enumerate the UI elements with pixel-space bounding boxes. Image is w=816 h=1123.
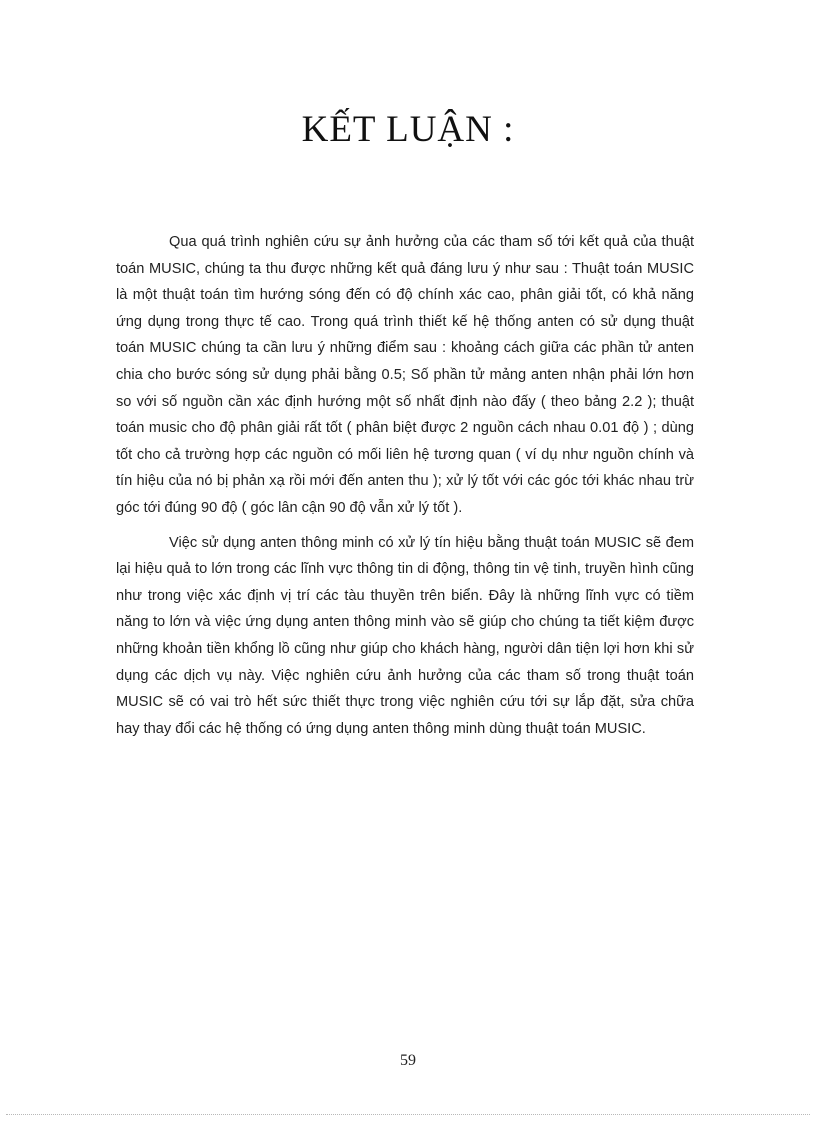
paragraph-conclusion-findings: Qua quá trình nghiên cứu sự ảnh hưởng của các tham số tới kết quả của thuật toán MUSIC, chúng ta thu được những kết quả đáng lưu ý như sau : Thuật toán MUSIC là một thuật toán tìm hướng sóng đến có độ chính xác cao, phân giải tốt, có khả năng ứng dụng trong thực tế cao. Trong quá trình thiết kế hệ thống anten có sử dụng thuật toán MUSIC chúng ta cần lưu ý những điểm sau : khoảng cách giữa các phần tử anten chia cho bước sóng sử dụng phải bằng 0.5; Số phần tử mảng anten nhận phải lớn hơn so với số nguồn cần xác định hướng một số nhất định nào đấy ( theo bảng 2.2 ); thuật toán music cho độ phân giải rất tốt ( phân biệt được 2 nguồn cách nhau 0.01 độ ) ; dùng tốt cho cả trường hợp các nguồn có mối liên hệ tương quan ( ví dụ như nguồn chính và tín hiệu của nó bị phản xạ rồi mới đến anten thu ); xử lý tốt với các góc tới khác nhau trừ góc tới đúng 90 độ ( góc lân cận 90 độ vẫn xử lý tốt ). [116, 234, 694, 516]
body-text [116, 229, 694, 750]
page-title: KẾT LUẬN : [301, 109, 515, 150]
page-number: 59 [400, 1052, 416, 1069]
page-bottom-edge [6, 1114, 810, 1115]
paragraph-conclusion-applications: Việc sử dụng anten thông minh có xử lý tín hiệu bằng thuật toán MUSIC sẽ đem lại hiệu quả to lớn trong các lĩnh vực thông tin di động, thông tin vệ tinh, truyền hình cũng như trong việc xác định vị trí các tàu thuyền trên biển. Đây là những lĩnh vực có tiềm năng to lớn và việc ứng dụng anten thông minh vào sẽ giúp cho chúng ta tiết kiệm được những khoản tiền khổng lồ cũng như giúp cho khách hàng, người dân tiện lợi hơn khi sử dụng các dịch vụ này. Việc nghiên cứu ảnh hưởng của các tham số trong thuật toán MUSIC sẽ có vai trò hết sức thiết thực trong việc nghiên cứu tới sự lắp đặt, sửa chữa hay thay đổi các hệ thống có ứng dụng anten thông minh dùng thuật toán MUSIC. [116, 534, 694, 737]
